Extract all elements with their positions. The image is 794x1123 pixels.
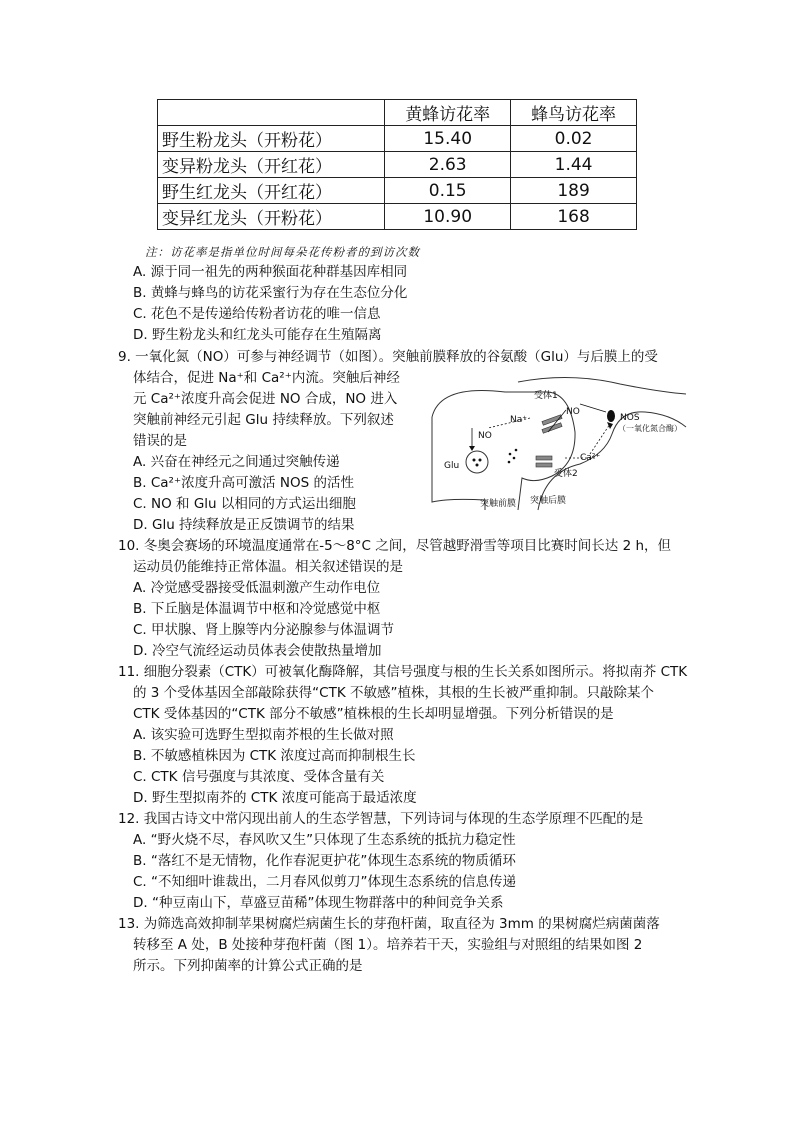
row-wasp: 2.63	[385, 152, 511, 178]
q9-stem-line1: 9. 一氧化氮（NO）可参与神经调节（如图）。突触前膜释放的谷氨酸（Glu）与后膜上的受	[118, 349, 658, 365]
row-bird: 0.02	[511, 126, 637, 152]
fig-no-left: NO	[478, 431, 492, 441]
receptor2-shape	[536, 456, 552, 460]
fig-na: Na⁺	[510, 415, 527, 425]
q12-option-a: A. “野火烧不尽，春风吹又生”只体现了生态系统的抵抗力稳定性	[133, 832, 516, 848]
row-wasp: 10.90	[385, 204, 511, 230]
q11-option-c: C. CTK 信号强度与其浓度、受体含量有关	[133, 769, 385, 785]
q9-option-b: B. Ca²⁺浓度升高可激活 NOS 的活性	[133, 475, 354, 491]
q9-stem-line4: 突触前神经元引起 Glu 持续释放。下列叙述	[133, 412, 394, 428]
q9-option-d: D. Glu 持续释放是正反馈调节的结果	[133, 517, 355, 533]
fig-glu: Glu	[444, 461, 460, 471]
row-wasp: 15.40	[385, 126, 511, 152]
q8-option-c: C. 花色不是传递给传粉者访花的唯一信息	[133, 306, 381, 322]
visit-rate-table	[157, 99, 637, 230]
fig-receptor2: 受体2	[554, 469, 578, 479]
table-header-wasp: 黄蜂访花率	[385, 100, 511, 126]
q12-option-d: D. “种豆南山下，草盛豆苗稀”体现生物群落中的种间竞争关系	[133, 895, 504, 911]
fig-no-right: NO	[566, 407, 580, 417]
q10-option-c: C. 甲状腺、肾上腺等内分泌腺参与体温调节	[133, 622, 395, 638]
q12-option-b: B. “落红不是无情物，化作春泥更护花”体现生态系统的物质循环	[133, 853, 516, 869]
table-note: 注：访花率是指单位时间每朵花传粉者的到访次数	[145, 245, 420, 259]
q8-option-d: D. 野生粉龙头和红龙头可能存在生殖隔离	[133, 327, 382, 343]
fig-ca: Ca²⁺	[580, 453, 601, 463]
fig-receptor1: 受体1	[534, 391, 558, 401]
fig-nos: NOS	[620, 413, 640, 423]
q11-option-b: B. 不敏感植株因为 CTK 浓度过高而抑制根生长	[133, 748, 416, 764]
table-row	[158, 152, 637, 178]
table-row	[158, 204, 637, 230]
row-name: 变异红龙头（开粉花）	[158, 204, 385, 230]
q10-option-b: B. 下丘脑是体温调节中枢和冷觉感觉中枢	[133, 601, 381, 617]
row-bird: 168	[511, 204, 637, 230]
row-name: 变异粉龙头（开红花）	[158, 152, 385, 178]
fig-post: 突触后膜	[530, 496, 567, 506]
table-header-empty	[158, 100, 385, 126]
q9-stem-line2: 体结合，促进 Na⁺和 Ca²⁺内流。突触后神经	[133, 370, 400, 386]
fig-pre: 突触前膜	[480, 499, 517, 509]
q8-option-b: B. 黄蜂与蜂鸟的访花采蜜行为存在生态位分化	[133, 285, 408, 301]
q9-stem-line3: 元 Ca²⁺浓度升高会促进 NO 合成，NO 进入	[133, 391, 398, 407]
presynaptic-membrane-outline	[432, 390, 575, 510]
q13-stem-line3: 所示。下列抑菌率的计算公式正确的是	[133, 958, 363, 974]
row-name: 野生红龙头（开红花）	[158, 178, 385, 204]
q12-stem-line1: 12. 我国古诗文中常闪现出前人的生态学智慧，下列诗词与体现的生态学原理不匹配的是	[118, 811, 644, 827]
q11-stem-line2: 的 3 个受体基因全部敲除获得“CTK 不敏感”植株，其根的生长被严重抑制。只敲除某个	[133, 685, 654, 701]
q11-stem-line1: 11. 细胞分裂素（CTK）可被氧化酶降解，其信号强度与根的生长关系如图所示。将拟南芥 CTK	[118, 664, 688, 680]
q12-option-c: C. “不知细叶谁裁出，二月春风似剪刀”体现生态系统的信息传递	[133, 874, 516, 890]
q11-option-d: D. 野生型拟南芥的 CTK 浓度可能高于最适浓度	[133, 790, 417, 806]
q9-option-a: A. 兴奋在神经元之间通过突触传递	[133, 454, 340, 470]
q8-option-a: A. 源于同一祖先的两种猴面花种群基因库相同	[133, 264, 408, 280]
q13-stem-line2: 转移至 A 处，B 处接种芽孢杆菌（图 1）。培养若干天，实验组与对照组的结果如图 2	[133, 937, 643, 953]
q10-stem-line1: 10. 冬奥会赛场的环境温度通常在-5～8°C 之间，尽管越野滑雪等项目比赛时间长达 2 h，但	[118, 538, 672, 554]
row-wasp: 0.15	[385, 178, 511, 204]
row-bird: 189	[511, 178, 637, 204]
q11-stem-line3: CTK 受体基因的“CTK 部分不敏感”植株根的生长却明显增强。下列分析错误的是	[133, 706, 614, 722]
synapse-diagram	[430, 372, 688, 512]
vesicle	[466, 451, 488, 473]
row-bird: 1.44	[511, 152, 637, 178]
row-name: 野生粉龙头（开粉花）	[158, 126, 385, 152]
table-header-bird: 蜂鸟访花率	[511, 100, 637, 126]
q10-stem-line2: 运动员仍能维持正常体温。相关叙述错误的是	[133, 559, 403, 575]
q10-option-a: A. 冷觉感受器接受低温刺激产生动作电位	[133, 580, 381, 596]
nos-enzyme	[607, 410, 615, 422]
q10-option-d: D. 冷空气流经运动员体表会使散热量增加	[133, 643, 382, 659]
table-row	[158, 178, 637, 204]
fig-nos-sub: （一氧化氮合酶）	[618, 424, 682, 433]
q9-stem-line5: 错误的是	[133, 433, 187, 449]
q9-option-c: C. NO 和 Glu 以相同的方式运出细胞	[133, 496, 356, 512]
table-header-row	[158, 100, 637, 126]
q11-option-a: A. 该实验可选野生型拟南芥根的生长做对照	[133, 727, 394, 743]
q13-stem-line1: 13. 为筛选高效抑制苹果树腐烂病菌生长的芽孢杆菌，取直径为 3mm 的果树腐烂病菌菌落	[118, 916, 660, 932]
table-row	[158, 126, 637, 152]
